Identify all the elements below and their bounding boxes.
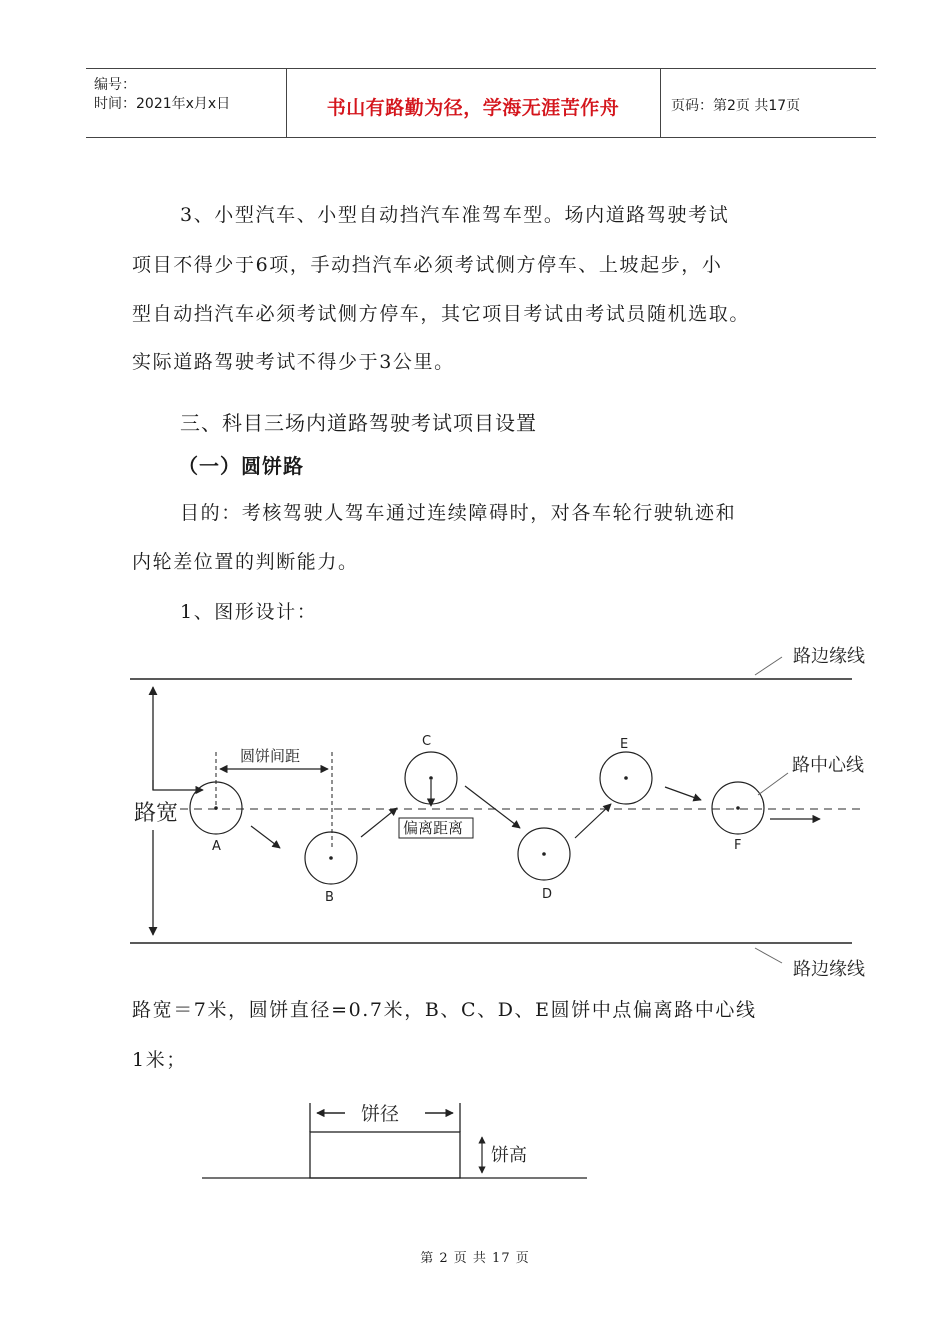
sub-heading: （一）圆饼路 xyxy=(178,454,304,478)
disc-label-c: C xyxy=(422,734,432,749)
para1-line3: 型自动挡汽车必须考试侧方停车，其它项目考试由考试员随机选取。 xyxy=(132,303,751,325)
disc-label-a: A xyxy=(212,839,221,854)
disc-road-diagram xyxy=(120,630,890,985)
header-page-number: 页码：第2页 共17页 xyxy=(671,98,801,114)
disc-label-f: F xyxy=(734,838,742,853)
time-label: 时间：2021年x月x日 xyxy=(94,96,231,112)
disc-a xyxy=(190,782,242,854)
disc-cross-section-diagram xyxy=(195,1095,595,1185)
spec-line2: 1米； xyxy=(132,1049,187,1071)
disc-b xyxy=(305,832,357,905)
disc-cross-section xyxy=(310,1132,460,1178)
page-header xyxy=(86,68,876,138)
page-footer: 第 2 页 共 17 页 xyxy=(420,1251,530,1266)
purpose-line1: 目的：考核驾驶人驾车通过连续障碍时，对各车轮行驶轨迹和 xyxy=(180,502,737,524)
figure-design-label: 1、图形设计： xyxy=(180,601,318,623)
header-motto-cell xyxy=(286,69,661,137)
para1-line2: 项目不得少于6项，手动挡汽车必须考试侧方停车、上坡起步，小 xyxy=(132,254,723,276)
disc-label-e: E xyxy=(620,737,629,752)
header-meta-cell xyxy=(86,69,287,137)
disc-f xyxy=(712,782,764,853)
disc-e xyxy=(600,737,652,804)
para1-line1: 3、小型汽车、小型自动挡汽车准驾车型。场内道路驾驶考试 xyxy=(180,204,730,226)
center-line-label: 路中心线 xyxy=(792,755,864,776)
disc-label-d: D xyxy=(542,887,553,902)
para1-line4: 实际道路驾驶考试不得少于3公里。 xyxy=(132,351,455,373)
disc-label-b: B xyxy=(325,890,334,905)
serial-label: 编号： xyxy=(94,77,136,93)
road-edge-bottom-label: 路边缘线 xyxy=(793,959,865,980)
offset-distance-label: 偏离距离 xyxy=(403,819,464,837)
road-width-label: 路宽 xyxy=(134,801,179,826)
road-edge-top-label: 路边缘线 xyxy=(793,646,865,667)
header-page-cell xyxy=(661,69,876,137)
height-label: 饼高 xyxy=(491,1145,527,1166)
diameter-label: 饼径 xyxy=(361,1103,400,1125)
section-heading: 三、科目三场内道路驾驶考试项目设置 xyxy=(180,411,537,435)
purpose-line2: 内轮差位置的判断能力。 xyxy=(132,551,359,573)
header-motto: 书山有路勤为径，学海无涯苦作舟 xyxy=(326,97,620,119)
disc-d xyxy=(518,828,570,902)
disc-spacing-label: 圆饼间距 xyxy=(240,747,301,765)
disc-c xyxy=(405,734,457,806)
spec-line1: 路宽＝7米，圆饼直径=0.7米，B、C、D、E圆饼中点偏离路中心线 xyxy=(132,999,757,1021)
